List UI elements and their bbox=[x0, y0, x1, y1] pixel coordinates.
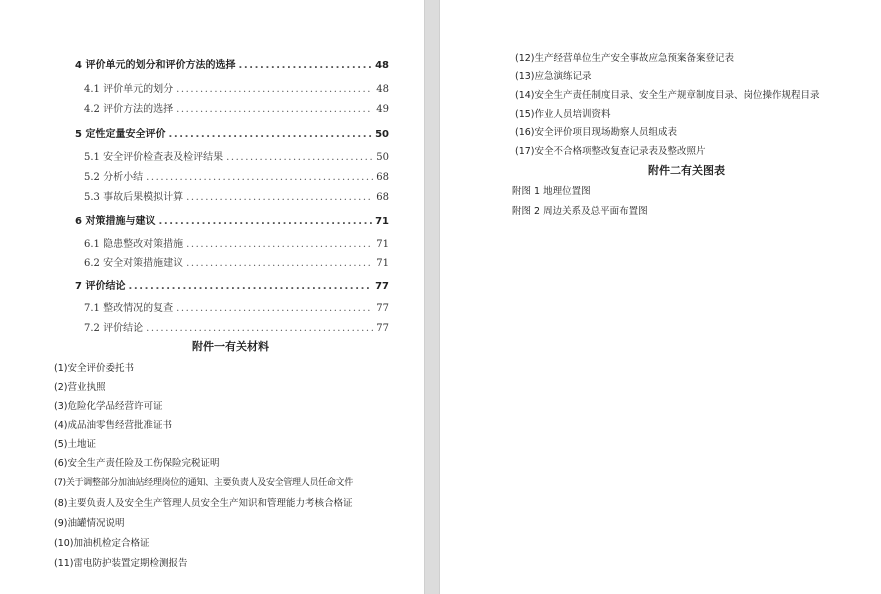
appendix1-item: (3)危险化学品经营许可证 bbox=[54, 401, 163, 412]
appendix1-item: (12)生产经营单位生产安全事故应急预案备案登记表 bbox=[515, 53, 735, 64]
toc-page: 49 bbox=[376, 104, 389, 115]
toc-section-5-2[interactable] bbox=[84, 168, 389, 183]
appendix1-item: (10)加油机检定合格证 bbox=[54, 538, 150, 549]
toc-page: 68 bbox=[376, 192, 389, 203]
toc-label: 4 评价单元的划分和评价方法的选择 bbox=[75, 60, 236, 71]
toc-page: 77 bbox=[376, 323, 389, 334]
toc-label: 5.2 分析小结 bbox=[84, 172, 144, 183]
toc-label: 7.2 评价结论 bbox=[84, 323, 144, 334]
toc-section-6-2[interactable] bbox=[84, 254, 389, 269]
appendix1-item: (17)安全不合格项整改复查记录表及整改照片 bbox=[515, 146, 706, 157]
toc-page: 48 bbox=[376, 84, 389, 95]
toc-leader bbox=[226, 152, 373, 163]
appendix1-item: (2)营业执照 bbox=[54, 382, 106, 393]
toc-section-5-1[interactable] bbox=[84, 148, 389, 163]
toc-label: 5.1 安全评价检查表及检评结果 bbox=[84, 152, 224, 163]
toc-leader bbox=[158, 216, 372, 227]
appendix1-item: (7)关于调整部分加油站经理岗位的通知、主要负责人及安全管理人员任命文件 bbox=[54, 478, 353, 488]
appendix2-title: 附件二有关图表 bbox=[648, 164, 725, 177]
appendix1-item: (13)应急演练记录 bbox=[515, 71, 592, 82]
appendix2-item: 附图 2 周边关系及总平面布置图 bbox=[512, 206, 648, 217]
toc-page: 71 bbox=[376, 258, 389, 269]
toc-page: 68 bbox=[376, 172, 389, 183]
appendix1-item: (11)雷电防护装置定期检测报告 bbox=[54, 558, 188, 569]
appendix1-item: (9)油罐情况说明 bbox=[54, 518, 125, 529]
toc-section-7-2[interactable] bbox=[84, 319, 389, 334]
appendix1-item: (14)安全生产责任制度目录、安全生产规章制度目录、岗位操作规程目录 bbox=[515, 90, 820, 101]
toc-page: 77 bbox=[376, 303, 389, 314]
toc-label: 7.1 整改情况的复查 bbox=[84, 303, 174, 314]
toc-section-5-3[interactable] bbox=[84, 188, 389, 203]
toc-leader bbox=[186, 192, 373, 203]
toc-section-6-1[interactable] bbox=[84, 235, 389, 250]
toc-chapter-7[interactable] bbox=[75, 277, 389, 292]
toc-section-4-2[interactable] bbox=[84, 100, 389, 115]
toc-chapter-6[interactable] bbox=[75, 212, 389, 227]
toc-chapter-5[interactable] bbox=[75, 125, 389, 140]
appendix1-item: (4)成品油零售经营批准证书 bbox=[54, 420, 172, 431]
toc-label: 5.3 事故后果模拟计算 bbox=[84, 192, 184, 203]
toc-label: 5 定性定量安全评价 bbox=[75, 129, 166, 140]
toc-page: 48 bbox=[375, 60, 389, 71]
toc-page: 50 bbox=[375, 129, 389, 140]
toc-leader bbox=[186, 239, 373, 250]
toc-leader bbox=[238, 60, 372, 71]
page-right bbox=[440, 0, 881, 594]
toc-label: 4.1 评价单元的划分 bbox=[84, 84, 174, 95]
appendix1-title: 附件一有关材料 bbox=[192, 340, 269, 353]
appendix1-item: (1)安全评价委托书 bbox=[54, 363, 134, 374]
toc-leader bbox=[176, 303, 373, 314]
toc-label: 4.2 评价方法的选择 bbox=[84, 104, 174, 115]
page-left bbox=[0, 0, 424, 594]
toc-page: 71 bbox=[375, 216, 389, 227]
toc-label: 7 评价结论 bbox=[75, 281, 126, 292]
toc-page: 50 bbox=[376, 152, 389, 163]
appendix2-item: 附图 1 地理位置图 bbox=[512, 186, 591, 197]
toc-leader bbox=[168, 129, 372, 140]
toc-label: 6.2 安全对策措施建议 bbox=[84, 258, 184, 269]
toc-leader bbox=[128, 281, 372, 292]
toc-chapter-4[interactable] bbox=[75, 56, 389, 71]
toc-label: 6.1 隐患整改对策措施 bbox=[84, 239, 184, 250]
toc-leader bbox=[176, 104, 373, 115]
toc-section-4-1[interactable] bbox=[84, 80, 389, 95]
toc-page: 77 bbox=[375, 281, 389, 292]
appendix1-item: (16)安全评价项目现场勘察人员组成表 bbox=[515, 127, 678, 138]
toc-section-7-1[interactable] bbox=[84, 299, 389, 314]
toc-leader bbox=[186, 258, 373, 269]
appendix1-item: (6)安全生产责任险及工伤保险完税证明 bbox=[54, 458, 220, 469]
toc-page: 71 bbox=[376, 239, 389, 250]
appendix1-item: (15)作业人员培训资料 bbox=[515, 109, 611, 120]
toc-label: 6 对策措施与建议 bbox=[75, 216, 156, 227]
toc-leader bbox=[146, 172, 373, 183]
page-gutter bbox=[424, 0, 440, 594]
toc-leader bbox=[176, 84, 373, 95]
appendix1-item: (8)主要负责人及安全生产管理人员安全生产知识和管理能力考核合格证 bbox=[54, 498, 353, 509]
toc-leader bbox=[146, 323, 373, 334]
appendix1-item: (5)土地证 bbox=[54, 439, 96, 450]
